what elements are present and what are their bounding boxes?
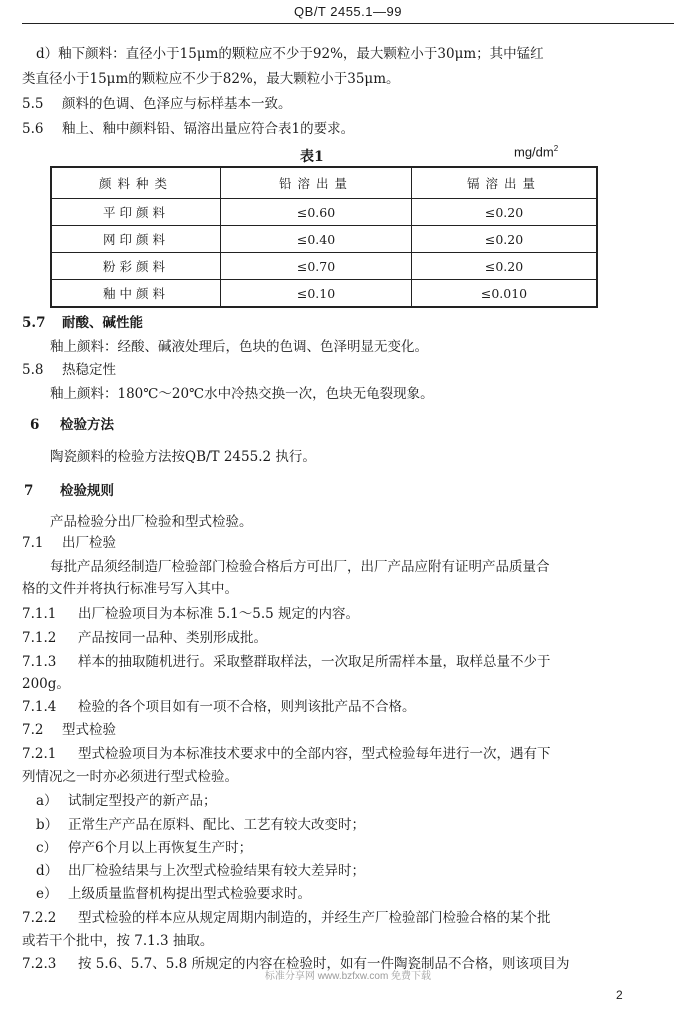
- section-number: 7: [24, 483, 34, 499]
- cell-pigment: 粉彩颜料: [51, 253, 221, 280]
- section-7-1-text1: 每批产品须经制造厂检验部门检验合格后方可出厂，出厂产品应附有证明产品质量合: [50, 559, 550, 575]
- section-text: 样本的抽取随机进行。采取整群取样法，一次取足所需样本量，取样总量不少于: [78, 654, 551, 670]
- section-7-1-4: [22, 697, 416, 717]
- section-text: 出厂检验项目为本标准 5.1～5.5 规定的内容。: [78, 606, 360, 622]
- section-number: 5.7: [22, 315, 46, 331]
- cell-cadmium: ≤0.20: [412, 226, 598, 253]
- list-label: c）: [36, 840, 58, 856]
- header-rule: [22, 23, 674, 24]
- section-text: 型式检验项目为本标准技术要求中的全部内容，型式检验每年进行一次，遇有下: [78, 746, 551, 762]
- header-pigment-type: 颜料种类: [51, 167, 221, 199]
- section-7-1-text2: 格的文件并将执行标准号写入其中。: [22, 581, 238, 597]
- list-text: 上级质量监督机构提出型式检验要求时。: [68, 886, 311, 902]
- section-5-6: [22, 119, 354, 139]
- section-6-heading: [30, 415, 114, 435]
- section-5-8-text: 釉上颜料：180℃～20℃水中冷热交换一次，色块无龟裂现象。: [50, 386, 434, 402]
- page-number: 2: [616, 988, 623, 1002]
- section-7-2-1: [22, 744, 551, 764]
- table-row: [51, 226, 597, 253]
- section-title: 检验方法: [60, 417, 114, 433]
- section-7-heading: [24, 481, 114, 501]
- list-item-b: [36, 815, 365, 835]
- section-text: 釉上、釉中颜料铅、镉溶出量应符合表1的要求。: [62, 121, 355, 137]
- section-7-1-2: [22, 628, 267, 648]
- section-title: 检验规则: [60, 483, 114, 499]
- list-text: 出厂检验结果与上次型式检验结果有较大差异时；: [68, 863, 365, 879]
- list-text: 停产6个月以上再恢复生产时；: [68, 840, 253, 856]
- section-7-2-1-cont: 列情况之一时亦必须进行型式检验。: [22, 769, 238, 785]
- cell-lead: ≤0.10: [221, 280, 412, 308]
- section-title: 型式检验: [62, 722, 116, 738]
- list-item-e: [36, 884, 311, 904]
- section-7-2-2: [22, 908, 551, 928]
- cell-pigment: 平印颜料: [51, 199, 221, 226]
- unit-superscript: 2: [553, 144, 559, 153]
- section-number: 7.1.3: [22, 654, 57, 670]
- list-item-d: [36, 861, 365, 881]
- item-d-line1: d）釉下颜料：直径小于15μm的颗粒应不少于92%，最大颗粒小于30μm；其中锰红: [36, 46, 544, 62]
- cell-pigment: 网印颜料: [51, 226, 221, 253]
- footer-watermark: 标准分享网 www.bzfxw.com 免费下载: [264, 971, 432, 982]
- document-header: QB/T 2455.1—99: [294, 4, 402, 19]
- section-number: 7.1.2: [22, 630, 57, 646]
- section-number: 7.2.2: [22, 910, 57, 926]
- section-number: 7.2.1: [22, 746, 57, 762]
- item-d-line2: 类直径小于15μm的颗粒应不少于82%，最大颗粒小于35μm。: [22, 71, 400, 87]
- table-row: [51, 280, 597, 308]
- cell-cadmium: ≤0.20: [412, 253, 598, 280]
- table-caption: 表1: [300, 149, 324, 165]
- section-number: 7.1.1: [22, 606, 57, 622]
- section-number: 7.2: [22, 722, 44, 738]
- header-lead-release: 铅溶出量: [221, 167, 412, 199]
- cell-cadmium: ≤0.20: [412, 199, 598, 226]
- cell-cadmium: ≤0.010: [412, 280, 598, 308]
- section-text: 颜料的色调、色泽应与标样基本一致。: [62, 96, 292, 112]
- table-row: [51, 253, 597, 280]
- list-item-a: [36, 791, 217, 811]
- section-number: 5.6: [22, 121, 44, 137]
- cell-pigment: 釉中颜料: [51, 280, 221, 308]
- section-5-5: [22, 94, 292, 114]
- unit-text: mg/dm: [514, 144, 554, 160]
- cell-lead: ≤0.70: [221, 253, 412, 280]
- section-title: 热稳定性: [62, 362, 116, 378]
- table-header-row: [51, 167, 597, 199]
- section-7-2-2-cont: 或若干个批中，按 7.1.3 抽取。: [22, 933, 214, 949]
- section-number: 7.1: [22, 535, 44, 551]
- section-7-1-heading: [22, 533, 116, 553]
- section-5-8-heading: [22, 360, 116, 380]
- list-label: e）: [36, 886, 58, 902]
- leaching-table: [50, 166, 598, 308]
- section-title: 出厂检验: [62, 535, 116, 551]
- section-text: 型式检验的样本应从规定周期内制造的，并经生产厂检验部门检验合格的某个批: [78, 910, 551, 926]
- section-number: 7.1.4: [22, 699, 57, 715]
- header-cadmium-release: 镉溶出量: [412, 167, 598, 199]
- cell-lead: ≤0.60: [221, 199, 412, 226]
- list-text: 正常生产产品在原料、配比、工艺有较大改变时；: [68, 817, 365, 833]
- list-label: a）: [36, 793, 58, 809]
- section-text: 产品按同一品种、类别形成批。: [78, 630, 267, 646]
- section-7-1-1: [22, 604, 359, 624]
- section-7-1-3: [22, 652, 551, 672]
- section-7-text: 产品检验分出厂检验和型式检验。: [50, 514, 253, 530]
- cell-lead: ≤0.40: [221, 226, 412, 253]
- section-5-7-heading: [22, 313, 143, 333]
- section-5-7-text: 釉上颜料：经酸、碱液处理后，色块的色调、色泽明显无变化。: [50, 339, 428, 355]
- table-row: [51, 199, 597, 226]
- section-6-text: 陶瓷颜料的检验方法按QB/T 2455.2 执行。: [50, 449, 316, 465]
- section-number: 5.8: [22, 362, 44, 378]
- section-title: 耐酸、碱性能: [62, 315, 143, 331]
- list-label: b）: [36, 817, 59, 833]
- section-number: 5.5: [22, 96, 44, 112]
- section-number: 7.2.3: [22, 956, 57, 972]
- table-unit: [514, 144, 558, 159]
- section-7-2-heading: [22, 720, 116, 740]
- list-text: 试制定型投产的新产品；: [68, 793, 217, 809]
- section-text: 检验的各个项目如有一项不合格，则判该批产品不合格。: [78, 699, 416, 715]
- list-label: d）: [36, 863, 59, 879]
- section-number: 6: [30, 417, 40, 433]
- section-7-1-3-cont: 200g。: [22, 676, 70, 692]
- list-item-c: [36, 838, 252, 858]
- section-text: 按 5.6、5.7、5.8 所规定的内容在检验时，如有一件陶瓷制品不合格，则该项目为: [78, 956, 570, 972]
